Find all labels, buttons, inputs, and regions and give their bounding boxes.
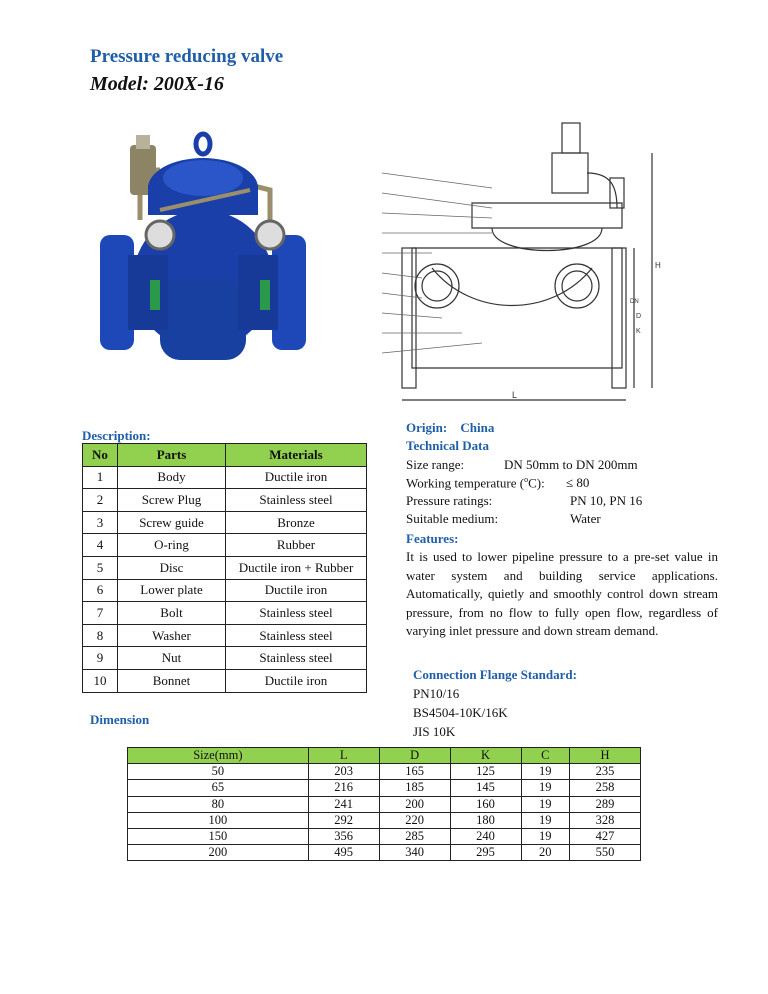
dim-size: 65	[128, 780, 309, 796]
flange-item: BS4504-10K/16K	[413, 705, 508, 720]
dim-c: 20	[521, 845, 569, 861]
dim-c: 19	[521, 796, 569, 812]
dim-c: 19	[521, 780, 569, 796]
page-title: Pressure reducing valve	[90, 46, 284, 67]
flange-item: JIS 10K	[413, 724, 456, 739]
origin-label: Origin:	[406, 420, 448, 435]
dimension-table	[127, 747, 641, 861]
part-material: Stainless steel	[226, 647, 367, 670]
col-materials: Materials	[226, 444, 367, 467]
size-range-label: Size range:	[406, 457, 465, 472]
features-text: It is used to lower pipeline pressure to a pre-set value in water system and building service applications. Automatically, quietly and smoothly control down stream pressure, from no flow to fully open flow, regardless of varying inlet pressure and down stream demand.	[406, 549, 718, 638]
dim-l: 495	[308, 845, 379, 861]
part-number: 7	[83, 602, 118, 625]
col-c: C	[521, 748, 569, 764]
part-number: 3	[83, 511, 118, 534]
part-number: 2	[83, 489, 118, 512]
dim-k-label: K	[636, 328, 641, 335]
dim-c: 19	[521, 812, 569, 828]
part-name: Screw guide	[118, 511, 226, 534]
parts-table	[82, 443, 367, 693]
table-row	[128, 828, 641, 844]
dim-h: 328	[569, 812, 640, 828]
dim-k: 180	[450, 812, 521, 828]
temperature-label: Working temperature ($^o$C):	[406, 475, 545, 491]
pressure-label: Pressure ratings:	[406, 493, 493, 508]
valve-technical-drawing	[372, 118, 672, 408]
table-row	[128, 764, 641, 780]
dim-h: 258	[569, 780, 640, 796]
part-number: 4	[83, 534, 118, 557]
size-range-value: DN 50mm to DN 200mm	[504, 457, 638, 472]
description-label: Description:	[82, 428, 151, 443]
dim-h: 289	[569, 796, 640, 812]
dim-k: 160	[450, 796, 521, 812]
table-row	[83, 669, 367, 692]
table-row	[83, 489, 367, 512]
part-material: Stainless steel	[226, 624, 367, 647]
dim-d: 185	[379, 780, 450, 796]
col-size: Size(mm)	[128, 748, 309, 764]
table-row	[83, 647, 367, 670]
parts-header-row	[83, 444, 367, 467]
dim-d: 165	[379, 764, 450, 780]
part-material: Bronze	[226, 511, 367, 534]
origin-value: China	[460, 420, 495, 435]
dim-h: 235	[569, 764, 640, 780]
temperature-value: ≤ 80	[566, 475, 590, 490]
part-name: Disc	[118, 556, 226, 579]
pressure-value: PN 10, PN 16	[570, 493, 643, 508]
col-no: No	[83, 444, 118, 467]
dim-d: 220	[379, 812, 450, 828]
col-h: H	[569, 748, 640, 764]
col-d: D	[379, 748, 450, 764]
dim-k: 295	[450, 845, 521, 861]
table-row	[128, 845, 641, 861]
table-row	[83, 466, 367, 489]
dim-h: 427	[569, 828, 640, 844]
flange-item: PN10/16	[413, 686, 460, 701]
technical-drawing-graphic	[372, 118, 672, 408]
part-name: Bonnet	[118, 669, 226, 692]
dim-c: 19	[521, 828, 569, 844]
dim-l: 241	[308, 796, 379, 812]
dim-d: 200	[379, 796, 450, 812]
dim-l: 216	[308, 780, 379, 796]
table-row	[83, 534, 367, 557]
dim-d: 340	[379, 845, 450, 861]
dim-h: 550	[569, 845, 640, 861]
table-row	[128, 780, 641, 796]
model-number: Model: 200X-16	[90, 73, 224, 95]
part-material: Ductile iron + Rubber	[226, 556, 367, 579]
part-name: Nut	[118, 647, 226, 670]
dimension-label: Dimension	[90, 712, 150, 727]
dim-d: 285	[379, 828, 450, 844]
col-parts: Parts	[118, 444, 226, 467]
part-material: Stainless steel	[226, 602, 367, 625]
col-k: K	[450, 748, 521, 764]
dim-k: 240	[450, 828, 521, 844]
dim-size: 200	[128, 845, 309, 861]
valve-photo	[100, 130, 306, 385]
dim-size: 80	[128, 796, 309, 812]
medium-label: Suitable medium:	[406, 511, 499, 526]
part-material: Rubber	[226, 534, 367, 557]
dim-l: 356	[308, 828, 379, 844]
part-name: Screw Plug	[118, 489, 226, 512]
table-row	[83, 556, 367, 579]
table-row	[83, 579, 367, 602]
part-material: Ductile iron	[226, 669, 367, 692]
dim-size: 50	[128, 764, 309, 780]
part-name: O-ring	[118, 534, 226, 557]
dim-d-label: D	[636, 313, 642, 320]
dim-l: 292	[308, 812, 379, 828]
dim-l-label: L	[512, 390, 518, 400]
features-heading: Features:	[406, 531, 459, 546]
dimension-header-row	[128, 748, 641, 764]
table-row	[128, 812, 641, 828]
medium-value: Water	[570, 511, 601, 526]
table-row	[83, 624, 367, 647]
part-name: Body	[118, 466, 226, 489]
part-name: Bolt	[118, 602, 226, 625]
col-l: L	[308, 748, 379, 764]
dim-c: 19	[521, 764, 569, 780]
part-number: 9	[83, 647, 118, 670]
part-material: Stainless steel	[226, 489, 367, 512]
flange-standard-heading: Connection Flange Standard:	[413, 667, 577, 682]
technical-data-heading: Technical Data	[406, 438, 489, 453]
valve-photo-graphic	[100, 130, 306, 385]
dim-k: 145	[450, 780, 521, 796]
dim-h-label: H	[655, 261, 661, 270]
table-row	[83, 602, 367, 625]
part-name: Lower plate	[118, 579, 226, 602]
dim-size: 150	[128, 828, 309, 844]
part-material: Ductile iron	[226, 466, 367, 489]
origin-row	[406, 420, 494, 436]
part-number: 1	[83, 466, 118, 489]
dim-dn-label: DN	[630, 299, 639, 305]
table-row	[128, 796, 641, 812]
part-number: 8	[83, 624, 118, 647]
part-number: 10	[83, 669, 118, 692]
table-row	[83, 511, 367, 534]
dim-size: 100	[128, 812, 309, 828]
part-number: 6	[83, 579, 118, 602]
dim-k: 125	[450, 764, 521, 780]
part-material: Ductile iron	[226, 579, 367, 602]
part-number: 5	[83, 556, 118, 579]
part-name: Washer	[118, 624, 226, 647]
dim-l: 203	[308, 764, 379, 780]
